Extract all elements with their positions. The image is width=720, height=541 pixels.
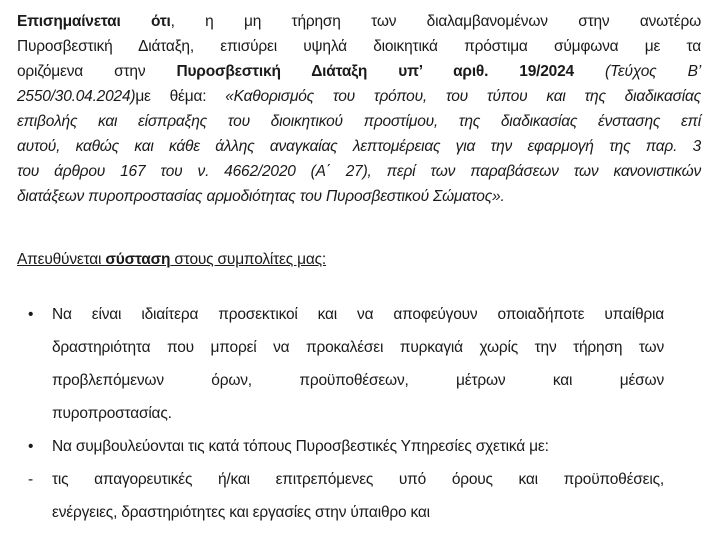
text: Απευθύνεται bbox=[17, 251, 106, 268]
bold-text: σύσταση bbox=[105, 251, 171, 268]
paragraph-line: αυτού, καθώς και κάθε άλλης αναγκαίας λεπτομέρειας για την εφαρμογή της παρ. 3 bbox=[17, 138, 701, 155]
list-item-line: προβλεπόμενων όρων, προϋποθέσεων, μέτρων και μέσων bbox=[52, 372, 664, 389]
recommendation-heading bbox=[17, 250, 701, 270]
list-item-line: Να είναι ιδιαίτερα προσεκτικοί και να αποφεύγουν οποιαδήποτε υπαίθρια bbox=[52, 306, 664, 323]
regulation-reference: Πυροσβεστική Διάταξη υπ’ αριθ. 19/2024 bbox=[176, 63, 574, 80]
text: στους συμπολίτες μας: bbox=[170, 251, 327, 268]
paragraph-line: Πυροσβεστική Διάταξη, επισύρει υψηλά διοικητικά πρόστιμα σύμφωνα με τα bbox=[17, 38, 701, 55]
list-item-line: Να συμβουλεύονται τις κατά τόπους Πυροσβεστικές Υπηρεσίες σχετικά με: bbox=[52, 438, 549, 455]
list-item-line: τις απαγορευτικές ή/και επιτρεπόμενες υπό όρους και προϋποθέσεις, bbox=[52, 471, 664, 488]
paragraph-line: του άρθρου 167 του ν. 4662/2020 (Α΄ 27), περί των παραβάσεων των κανονιστικών bbox=[17, 163, 701, 180]
list-item-line: ενέργειες, δραστηριότητες και εργασίες στην ύπαιθρο και bbox=[52, 504, 430, 521]
bullet-icon: • bbox=[28, 438, 34, 455]
text: , η μη τήρηση των διαλαμβανομένων στην ανωτέρω bbox=[170, 13, 702, 30]
bold-text: Επισημαίνεται ότι bbox=[17, 13, 171, 30]
italic-text: (Τεύχος Β’ bbox=[573, 63, 701, 80]
paragraph-line bbox=[17, 87, 701, 107]
list-item-line: πυροπροστασίας. bbox=[52, 405, 172, 422]
dash-icon: - bbox=[28, 471, 33, 488]
paragraph-line bbox=[17, 12, 701, 32]
bullet-icon: • bbox=[28, 306, 34, 323]
list-item-line: δραστηριότητα που μπορεί να προκαλέσει πυρκαγιά χωρίς την τήρηση των bbox=[52, 339, 664, 356]
paragraph-line: επιβολής και είσπραξης του διοικητικού προστίμου, της διαδικασίας ένστασης επί bbox=[17, 113, 701, 130]
paragraph-line: διατάξεων πυροπροστασίας αρμοδιότητας του Πυροσβεστικού Σώματος». bbox=[17, 188, 505, 205]
italic-text: 2550/30.04.2024) bbox=[17, 88, 136, 105]
text: οριζόμενα στην bbox=[17, 63, 177, 80]
paragraph-line bbox=[17, 62, 701, 82]
text: με θέμα: bbox=[135, 88, 226, 105]
italic-text: «Καθορισμός του τρόπου, του τύπου και της διαδικασίας bbox=[225, 88, 701, 105]
